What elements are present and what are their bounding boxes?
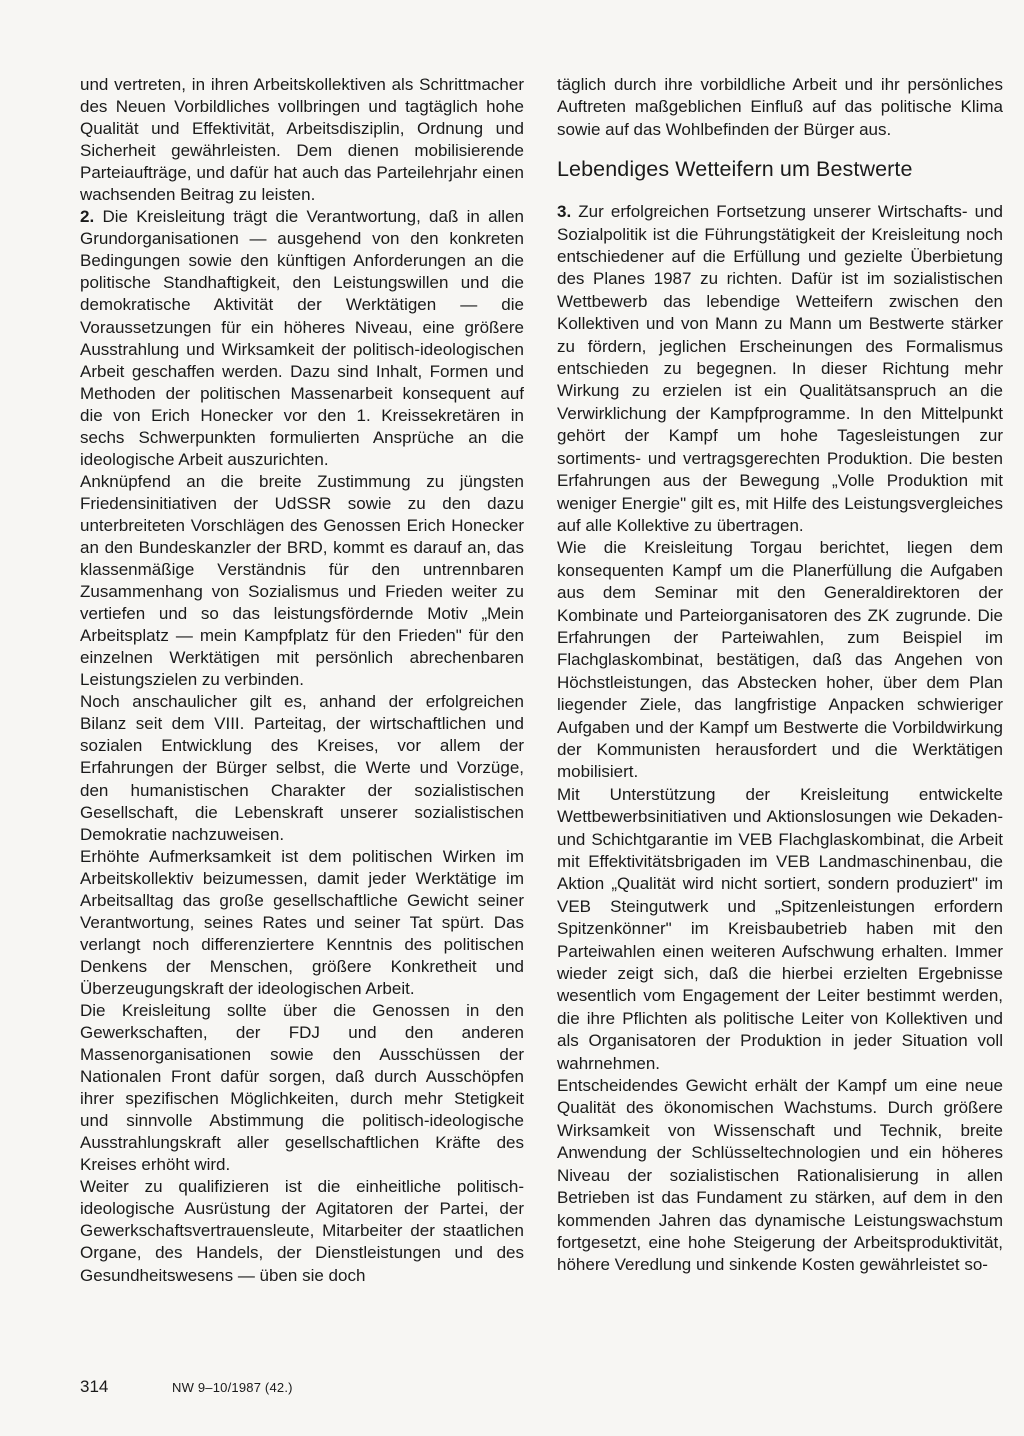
paragraph: Noch anschaulicher gilt es, anhand der erfolgreichen Bilanz seit dem VIII. Parteitag, der wirtschaftlichen und sozialen Entwicklung des Kreises, vor allem der Erfahrungen der Bürger selbst, die Werte und Vorzüge, den humanistischen Charakter der sozialistischen Gesellschaft, die Lebenskraft unserer sozialistischen Demokratie nachzuweisen. <box>80 692 524 844</box>
page-number: 314 <box>80 1377 109 1396</box>
right-column <box>557 74 1003 1277</box>
section-heading: Lebendiges Wetteifern um Bestwerte <box>557 157 913 182</box>
paragraph <box>80 206 524 471</box>
paragraph: Die Kreisleitung sollte über die Genossen in den Gewerkschaften, der FDJ und den anderen Massenorganisationen sowie den Ausschüssen der Nationalen Front dafür sorgen, daß durch Ausschöpfen ihrer spezifischen Möglichkeiten, durch mehr Stetigkeit und sinnvolle Abstimmung die politisch-ideologische Ausstrahlungskraft aller gesellschaftlichen Kräfte des Kreises erhöht wird. <box>80 1000 524 1175</box>
paragraph: Erhöhte Aufmerksamkeit ist dem politischen Wirken im Arbeitskollektiv beizumessen, damit jeder Werktätige im Arbeitsalltag das große gesellschaftliche Gewicht seiner Verantwortung, seines Rates und seiner Tat spürt. Das verlangt noch differenziertere Kenntnis des politischen Denkens der Menschen, größere Konkretheit und Überzeugungskraft der ideologischen Arbeit. <box>80 846 524 998</box>
paragraph-text: Zur erfolgreichen Fortsetzung unserer Wirtschafts- und Sozialpolitik ist die Führungstätigkeit der Kreisleitung noch entschiedener auf die Erfüllung und gezielte Überbietung des Planes 1987 zu richten. Dafür ist im sozialistischen Wettbewerb das lebendige Wetteifern zwischen den Kollektiven und von Mann zu Mann um Bestwerte stärker zu fördern, jeglichen Erscheinungen des Formalismus entschieden zu begegnen. In dieser Richtung mehr Wirkung zu erzielen ist ein Qualitätsanspruch an die Verwirklichung der Kampfprogramme. In den Mittelpunkt gehört der Kampf um hohe Tagesleistungen zur sortiments- und vertragsgerechten Produktion. Die besten Erfahrungen aus der Bewegung „Volle Produktion mit weniger Energie" gilt es, mit Hilfe des Leistungsvergleiches auf alle Kollektive zu übertragen. <box>557 202 1003 535</box>
paragraph: Anknüpfend an die breite Zustimmung zu jüngsten Friedensinitiativen der UdSSR sowie zu den dazu unterbreiteten Vorschlägen des Genossen Erich Honecker an den Bundeskanzler der BRD, kommt es darauf an, das klassenmäßige Verständnis für den untrennbaren Zusammenhang von Sozialismus und Frieden weiter zu vertiefen und so das leistungsfördernde Motiv „Mein Arbeitsplatz — mein Kampfplatz für den Frieden" für den einzelnen Werktätigen mit persönlich abrechenbaren Leistungszielen zu verbinden. <box>80 471 524 690</box>
paragraph: und vertreten, in ihren Arbeitskollektiven als Schrittmacher des Neuen Vorbildliches vollbringen und tagtäglich hohe Qualität und Effektivität, Arbeitsdisziplin, Ordnung und Sicherheit gewährleisten. Dem dienen mobilisierende Parteiaufträge, und dafür hat auch das Parteilehrjahr einen wachsenden Beitrag zu leisten. <box>80 75 524 205</box>
page-footer <box>80 1377 293 1397</box>
paragraph: Wie die Kreisleitung Torgau berichtet, liegen dem konsequenten Kampf um die Planerfüllung die Aufgaben aus dem Seminar mit den Generaldirektoren der Kombinate und Parteiorganisatoren des ZK zugrunde. Die Erfahrungen der Parteiwahlen, zum Beispiel im Flachglaskombinat, bestätigen, daß das Angehen von Höchstleistungen, das Abstecken hoher, über dem Plan liegender Ziele, das langfristige Anpacken schwieriger Aufgaben und der Kampf um Bestwerte die Vorbildwirkung der Kommunisten herausfordert und die Werktätigen mobilisiert. <box>557 538 1003 782</box>
section-number: 2. <box>80 207 95 227</box>
paragraph: Weiter zu qualifizieren ist die einheitliche politisch-ideologische Ausrüstung der Agitatoren der Partei, der Gewerkschaftsvertrauensleute, Mitarbeiter der staatlichen Organe, des Handels, der Dienstleistungen und des Gesundheitswesens — üben sie doch <box>80 1177 524 1285</box>
section-number: 3. <box>557 202 572 222</box>
source-reference: NW 9–10/1987 (42.) <box>172 1380 293 1395</box>
paragraph: Mit Unterstützung der Kreisleitung entwickelte Wettbewerbsinitiativen und Aktionslosungen wie Dekaden- und Schichtgarantie im VEB Flachglaskombinat, die Arbeit mit Effektivitätsbrigaden im VEB Landmaschinenbau, die Aktion „Qualität wird nicht sortiert, sondern produziert" im VEB Steingutwerk und „Spitzenleistungen erfordern Spitzenkönner" im Kreisbaubetrieb haben mit den Parteiwahlen einen weiteren Aufschwung erhalten. Immer wieder zeigt sich, daß die hierbei erzielten Ergebnisse wesentlich vom Engagement der Leiter bestimmt werden, die ihre Pflichten als politische Leiter von Kollektiven und als Organisatoren der Produktion in jeder Situation voll wahrnehmen. <box>557 784 1003 1073</box>
paragraph <box>557 201 1003 537</box>
left-column <box>80 74 524 1287</box>
paragraph: Entscheidendes Gewicht erhält der Kampf um eine neue Qualität des ökonomischen Wachstums. Durch größere Wirksamkeit von Wissenschaft und Technik, breite Anwendung der Schlüsseltechnologien und ein höheres Niveau der sozialistischen Rationalisierung in allen Betrieben ist das Fundament zu stärken, auf dem in den kommenden Jahren das dynamische Leistungswachstum fortgesetzt, eine hohe Steigerung der Arbeitsproduktivität, höhere Veredlung und sinkende Kosten gewährleistet so- <box>557 1076 1003 1275</box>
paragraph-text: Die Kreisleitung trägt die Verantwortung, daß in allen Grundorganisationen — ausgehend von den konkreten Bedingungen sowie den künftigen Anforderungen an die politische Standhaftigkeit, den Leistungswillen und die demokratische Aktivität der Werktätigen — die Voraussetzungen für ein höheres Niveau, eine größere Ausstrahlung und Wirksamkeit der politisch-ideologischen Arbeit geschaffen werden. Dazu sind Inhalt, Formen und Methoden der politischen Massenarbeit konsequent auf die von Erich Honecker vor den 1. Kreissekretären in sechs Schwerpunkten formulierten Ansprüche an die ideologische Arbeit auszurichten. <box>80 207 524 469</box>
paragraph: täglich durch ihre vorbildliche Arbeit und ihr persönliches Auftreten maßgeblichen Einfluß auf das politische Klima sowie auf das Wohlbefinden der Bürger aus. <box>557 75 1003 139</box>
